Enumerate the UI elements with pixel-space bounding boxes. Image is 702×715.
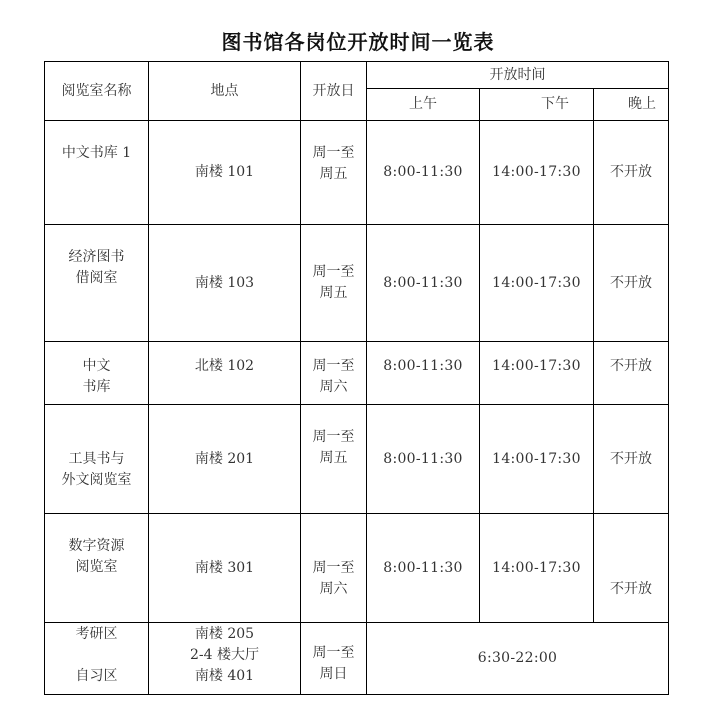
location-cell	[149, 514, 301, 623]
days-cell	[301, 405, 367, 514]
table-row	[45, 225, 669, 342]
location: 南楼 101	[194, 164, 255, 180]
location: 2-4 楼大厅	[190, 647, 259, 663]
room-name: 借阅室	[75, 270, 118, 286]
days-line: 周六	[319, 379, 348, 395]
room-name-cell	[45, 623, 149, 695]
days-cell	[301, 514, 367, 623]
room-name: 自习区	[75, 668, 118, 684]
days-line: 周日	[319, 665, 348, 682]
room-name-cell	[45, 514, 149, 623]
days-cell	[301, 225, 367, 342]
morning-hours: 8:00-11:30	[367, 121, 480, 225]
header-afternoon: 下午	[480, 89, 594, 121]
room-name: 中文	[82, 358, 111, 374]
evening-hours: 不开放	[594, 225, 669, 342]
days-line: 周一至	[312, 429, 355, 445]
morning-hours: 8:00-11:30	[367, 514, 480, 623]
room-name-cell	[45, 405, 149, 514]
room-name: 中文书库 1	[61, 145, 132, 161]
afternoon-hours: 14:00-17:30	[480, 405, 594, 514]
days-line: 周一至	[312, 145, 355, 161]
morning-hours: 8:00-11:30	[367, 225, 480, 342]
room-name: 考研区	[75, 626, 118, 642]
location: 南楼 103	[194, 274, 255, 291]
afternoon-hours: 14:00-17:30	[480, 225, 594, 342]
days-cell	[301, 623, 367, 695]
evening-hours: 不开放	[594, 342, 669, 405]
table-row	[45, 514, 669, 623]
days-line: 周五	[319, 450, 348, 466]
location: 南楼 401	[194, 668, 255, 684]
header-room: 阅览室名称	[45, 62, 149, 121]
location-cell	[149, 121, 301, 225]
room-name-cell	[45, 342, 149, 405]
room-name: 阅览室	[75, 559, 118, 575]
days-line: 周一至	[312, 264, 355, 280]
location: 南楼 205	[194, 626, 255, 642]
days-cell	[301, 342, 367, 405]
header-row-1	[45, 62, 669, 89]
location-cell	[149, 225, 301, 342]
header-days: 开放日	[301, 62, 367, 121]
room-name: 数字资源	[68, 538, 125, 554]
opening-hours-table	[44, 61, 669, 695]
days-line: 周一至	[312, 559, 355, 576]
days-line: 周一至	[312, 644, 355, 661]
page-title: 图书馆各岗位开放时间一览表	[221, 30, 495, 54]
days-line: 周六	[319, 580, 348, 597]
afternoon-hours: 14:00-17:30	[480, 514, 594, 623]
evening-hours: 不开放	[594, 514, 669, 623]
afternoon-hours: 14:00-17:30	[480, 121, 594, 225]
location: 南楼 201	[194, 450, 255, 467]
table-row	[45, 342, 669, 405]
evening-hours: 不开放	[594, 121, 669, 225]
room-name-cell	[45, 121, 149, 225]
room-name: 工具书与	[68, 451, 125, 467]
room-name-cell	[45, 225, 149, 342]
header-evening: 晚上	[594, 89, 669, 121]
location-cell	[149, 623, 301, 695]
morning-hours: 8:00-11:30	[367, 405, 480, 514]
days-line: 周五	[319, 285, 348, 301]
table-row	[45, 405, 669, 514]
location: 南楼 301	[194, 559, 255, 576]
room-name: 书库	[82, 379, 111, 395]
header-hours: 开放时间	[367, 62, 669, 89]
days-line: 周五	[319, 166, 348, 182]
table-row	[45, 623, 669, 695]
morning-hours: 8:00-11:30	[367, 342, 480, 405]
location-cell	[149, 405, 301, 514]
days-cell	[301, 121, 367, 225]
location: 北楼 102	[194, 358, 255, 374]
header-morning: 上午	[367, 89, 480, 121]
table-row	[45, 121, 669, 225]
all-day-hours: 6:30-22:00	[367, 623, 669, 695]
afternoon-hours: 14:00-17:30	[480, 342, 594, 405]
header-location: 地点	[149, 62, 301, 121]
location-cell	[149, 342, 301, 405]
room-name: 外文阅览室	[61, 472, 132, 488]
evening-hours: 不开放	[594, 405, 669, 514]
room-name: 经济图书	[68, 249, 125, 265]
days-line: 周一至	[312, 358, 355, 374]
